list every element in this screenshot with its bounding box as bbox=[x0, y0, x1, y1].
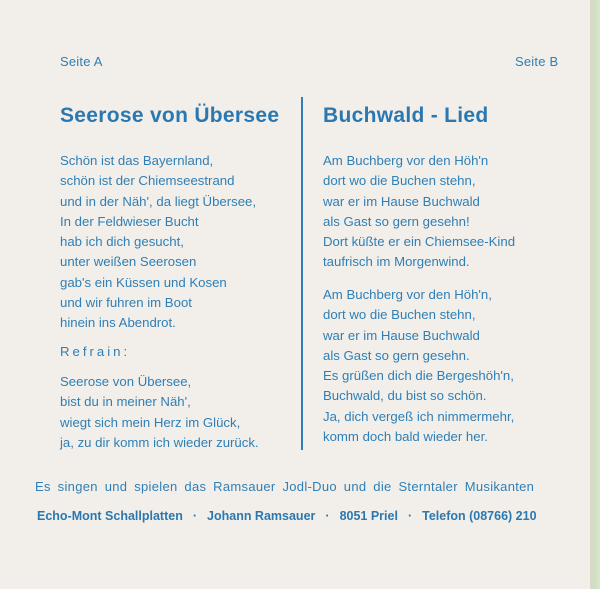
publisher-person: Johann Ramsauer bbox=[207, 509, 316, 523]
lyric-line: Seerose von Übersee, bbox=[60, 374, 192, 389]
lyric-line: Dort küßte er ein Chiemsee-Kind bbox=[323, 234, 516, 250]
sleeve-edge bbox=[590, 0, 600, 589]
lyric-line: war er im Hause Buchwald bbox=[323, 327, 480, 343]
side-a-song-title: Seerose von Übersee bbox=[60, 104, 280, 127]
side-a-verse bbox=[60, 151, 256, 334]
lyric-line: Am Buchberg vor den Höh'n bbox=[323, 153, 489, 168]
lyric-line: und wir fuhren im Boot bbox=[60, 295, 192, 311]
publisher-line bbox=[37, 509, 537, 523]
side-a-refrain bbox=[60, 372, 259, 453]
side-b-song-title: Buchwald - Lied bbox=[323, 104, 489, 127]
side-a-label: Seite A bbox=[60, 54, 103, 69]
lyric-line: schön ist der Chiemseestrand bbox=[60, 173, 235, 189]
publisher-label: Echo-Mont Schallplatten bbox=[37, 509, 183, 523]
lyric-line: hab ich dich gesucht, bbox=[60, 234, 184, 250]
lyric-line: dort wo die Buchen stehn, bbox=[323, 173, 476, 189]
lyric-line: Am Buchberg vor den Höh'n, bbox=[323, 287, 492, 302]
lyric-line: dort wo die Buchen stehn, bbox=[323, 307, 476, 323]
lyric-line: Es grüßen dich die Bergeshöh'n, bbox=[323, 368, 514, 384]
side-b-verse-1 bbox=[323, 151, 515, 273]
lyric-line: komm doch bald wieder her. bbox=[323, 429, 488, 445]
side-b-label: Seite B bbox=[515, 54, 559, 69]
side-b-verse-2 bbox=[323, 285, 514, 447]
lyric-line: In der Feldwieser Bucht bbox=[60, 213, 199, 229]
column-divider bbox=[301, 97, 303, 450]
publisher-phone: Telefon (08766) 210 bbox=[422, 509, 537, 523]
lyric-line: war er im Hause Buchwald bbox=[323, 193, 480, 209]
lyric-line: und in der Näh', da liegt Übersee, bbox=[60, 193, 257, 209]
lyric-line: unter weißen Seerosen bbox=[60, 254, 197, 270]
lyric-line: gab's ein Küssen und Kosen bbox=[60, 274, 227, 290]
lyric-line: ja, zu dir komm ich wieder zurück. bbox=[60, 434, 259, 450]
lyric-line: bist du in meiner Näh', bbox=[60, 394, 191, 410]
lyric-line: hinein ins Abendrot. bbox=[60, 315, 176, 331]
lyric-line: Schön ist das Bayernland, bbox=[60, 153, 214, 168]
separator-dot: · bbox=[192, 509, 198, 523]
performer-credits: Es singen und spielen das Ramsauer Jodl-Duo und die Sterntaler Musikanten bbox=[35, 479, 535, 494]
separator-dot: · bbox=[407, 509, 413, 523]
lyric-line: als Gast so gern gesehn. bbox=[323, 347, 470, 363]
refrain-label: Refrain: bbox=[60, 344, 131, 359]
lyric-line: Buchwald, du bist so schön. bbox=[323, 388, 487, 404]
publisher-address: 8051 Priel bbox=[339, 509, 398, 523]
separator-dot: · bbox=[325, 509, 330, 523]
lyric-line: taufrisch im Morgenwind. bbox=[323, 254, 470, 270]
lyric-line: wiegt sich mein Herz im Glück, bbox=[60, 414, 241, 430]
lyric-line: Ja, dich vergeß ich nimmermehr, bbox=[323, 408, 515, 424]
lyric-line: als Gast so gern gesehn! bbox=[323, 213, 470, 229]
